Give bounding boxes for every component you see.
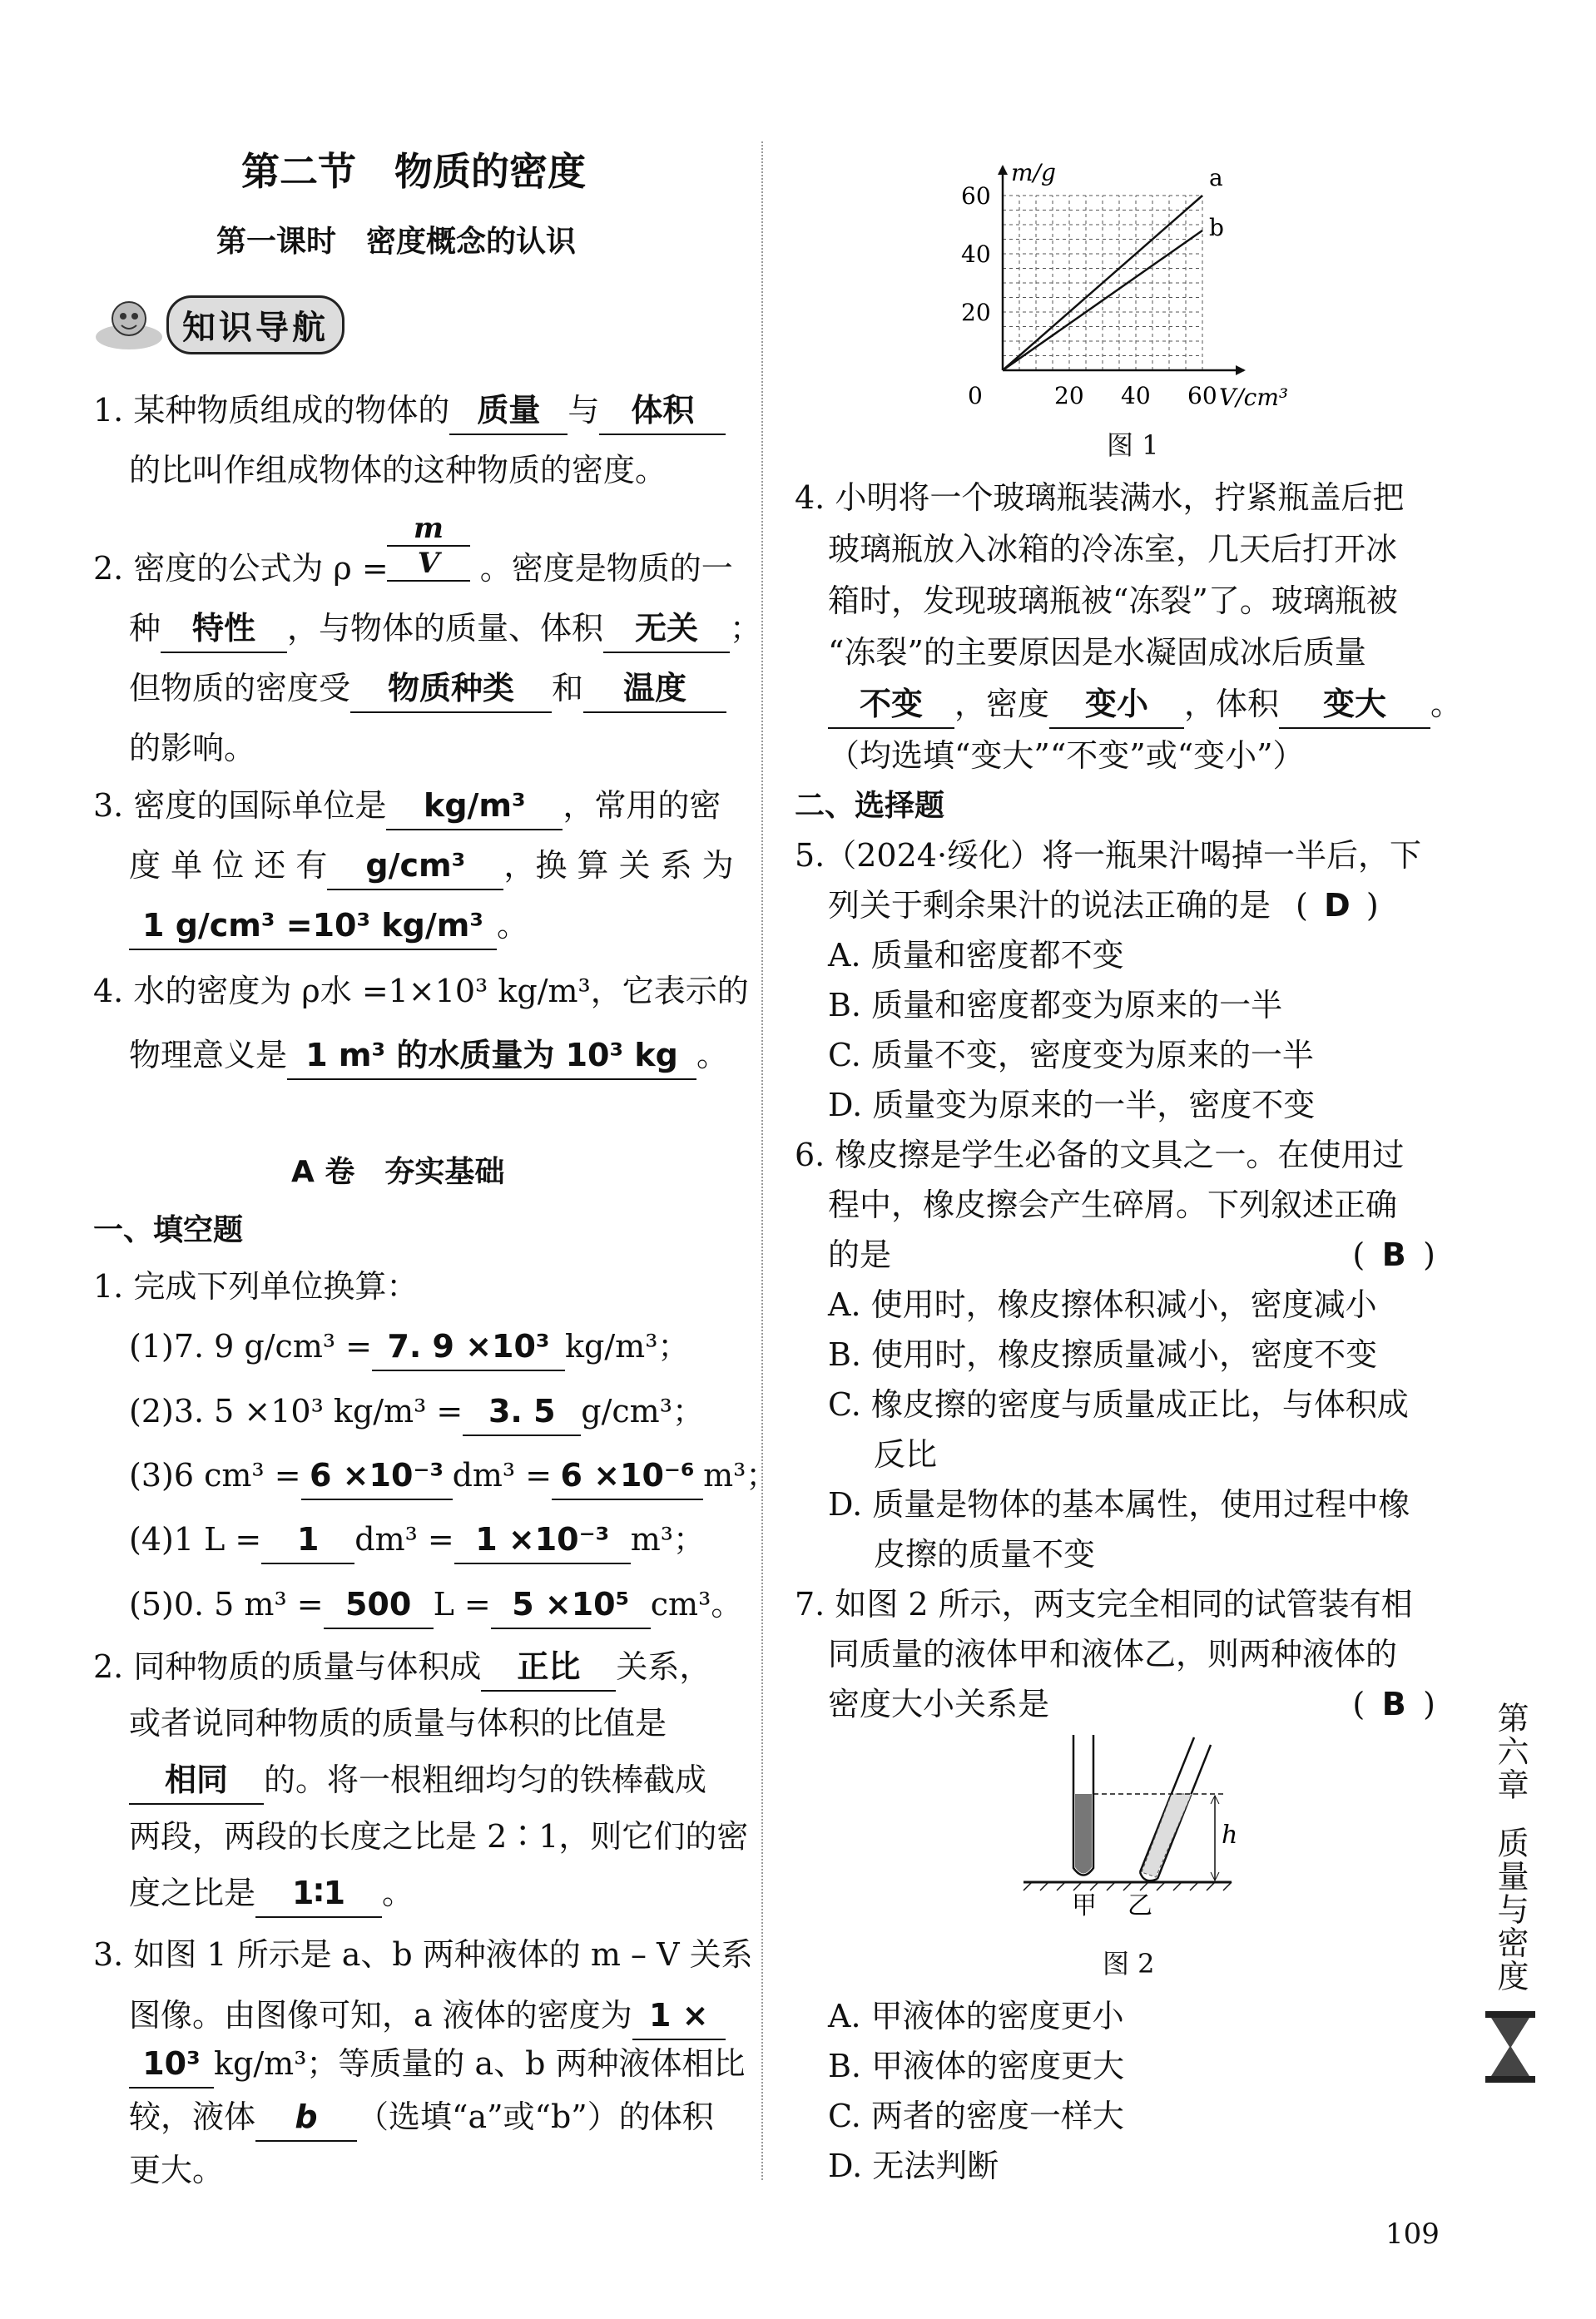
knowledge-badge-label: 知识导航 bbox=[166, 295, 344, 354]
figure2-test-tubes bbox=[1015, 1722, 1265, 1930]
answer-blank: 温度 bbox=[583, 665, 726, 713]
label-yi: 乙 bbox=[1128, 1891, 1152, 1920]
knowledge-q2-line4: 的影响。 bbox=[129, 730, 256, 766]
partA-q1-item5: (5)0. 5 m³ = 500 L = 5 ×10⁵ cm³。 bbox=[129, 1581, 742, 1629]
answer-blank: 1 × bbox=[632, 1992, 726, 2040]
partA-q1-item2: (2)3. 5 ×10³ kg/m³ = 3. 5 g/cm³； bbox=[129, 1388, 704, 1436]
answer-blank: 无关 bbox=[603, 605, 730, 653]
answer-choice: B bbox=[1381, 1686, 1406, 1722]
partA-q3-line2: 图像。由图像可知，a 液体的密度为 1 × bbox=[129, 1992, 726, 2040]
column-divider bbox=[761, 141, 763, 2180]
knowledge-q2-line2: 种 特性 ，与物体的质量、体积 无关 ； bbox=[129, 605, 761, 653]
partA-q1-item4: (4)1 L = 1 dm³ = 1 ×10⁻³ m³； bbox=[129, 1516, 705, 1564]
answer-choice: D bbox=[1324, 887, 1351, 924]
answer-blank: 3. 5 bbox=[463, 1388, 581, 1436]
q6-line1: 6. 橡皮擦是学生必备的文具之一。在使用过 bbox=[795, 1137, 1405, 1173]
figure1-mv-chart bbox=[957, 133, 1306, 416]
q4-line6: （均选填“变大”“不变”或“变小”） bbox=[828, 737, 1305, 774]
partA-q3-line4: 较，液体 b （选填“a”或“b”）的体积 bbox=[129, 2094, 714, 2142]
q5-option-c: C. 质量不变，密度变为原来的一半 bbox=[828, 1037, 1314, 1073]
q5-line1: 5.（2024·绥化）将一瓶果汁喝掉一半后，下 bbox=[795, 837, 1422, 874]
partA-q2-line4: 两段，两段的长度之比是 2∶1，则它们的密 bbox=[129, 1818, 749, 1855]
page-number: 109 bbox=[1385, 2217, 1440, 2251]
origin-label: 0 bbox=[968, 382, 983, 409]
q7-option-c: C. 两者的密度一样大 bbox=[828, 2098, 1124, 2134]
liquid-jia bbox=[1075, 1794, 1092, 1874]
knowledge-q2-line3: 但物质的密度受 物质种类 和 温度 bbox=[129, 665, 726, 713]
answer-blank: 体积 bbox=[599, 387, 726, 435]
figure1-caption: 图 1 bbox=[1107, 429, 1159, 461]
answer-blank: 相同 bbox=[129, 1757, 264, 1805]
q4-line4: “冻裂”的主要原因是水凝固成冰后质量 bbox=[828, 634, 1366, 671]
q5-option-d: D. 质量变为原来的一半，密度不变 bbox=[828, 1087, 1316, 1123]
answer-blank: 6 ×10⁻⁶ bbox=[552, 1452, 703, 1500]
partA-q3-line1: 3. 如图 1 所示是 a、b 两种液体的 m – V 关系 bbox=[93, 1936, 753, 1973]
knowledge-q3-line2: 度 单 位 还 有 g/cm³ ，换 算 关 系 为 bbox=[129, 842, 734, 890]
answer-blank: 特性 bbox=[161, 605, 287, 653]
q5-line2: 列关于剩余果汁的说法正确的是 ( D ) bbox=[828, 882, 1379, 929]
answer-blank: 1 bbox=[261, 1516, 354, 1564]
q6-option-c2: 反比 bbox=[874, 1436, 938, 1473]
q6-option-b: B. 使用时，橡皮擦质量减小，密度不变 bbox=[828, 1336, 1378, 1373]
partA-q1-stem: 1. 完成下列单位换算： bbox=[93, 1268, 419, 1305]
section-choice: 二、选择题 bbox=[795, 789, 945, 823]
page-title: 第二节 物质的密度 bbox=[241, 149, 586, 194]
cartoon-mascot-icon bbox=[92, 295, 166, 354]
q5-option-a: A. 质量和密度都不变 bbox=[828, 937, 1124, 974]
q4-line1: 4. 小明将一个玻璃瓶装满水，拧紧瓶盖后把 bbox=[795, 479, 1405, 516]
answer-blank: g/cm³ bbox=[327, 842, 503, 890]
q7-line2: 同质量的液体甲和液体乙，则两种液体的 bbox=[828, 1636, 1398, 1672]
lesson-subtitle: 第一课时 密度概念的认识 bbox=[216, 225, 577, 259]
q7-line3: 密度大小关系是 ( B ) bbox=[828, 1681, 1435, 1727]
answer-blank: 1 g/cm³ =10³ kg/m³ bbox=[129, 902, 497, 950]
liquid-yi bbox=[1142, 1794, 1192, 1877]
q4-line3: 箱时，发现玻璃瓶被“冻裂”了。玻璃瓶被 bbox=[828, 582, 1398, 619]
knowledge-q3-line3: 1 g/cm³ =10³ kg/m³ 。 bbox=[129, 902, 528, 950]
label-h: h bbox=[1222, 1821, 1238, 1850]
q4-line5: 不变 ，密度 变小 ，体积 变大 。 bbox=[828, 681, 1462, 729]
knowledge-q2-line1: 2. 密度的公式为 ρ = 。密度是物质的一 bbox=[93, 550, 733, 587]
x-axis-arrow bbox=[1236, 365, 1246, 375]
answer-blank: 10³ bbox=[129, 2040, 214, 2089]
partA-q1-item1: (1)7. 9 g/cm³ = 7. 9 ×10³ kg/m³； bbox=[129, 1323, 689, 1371]
partA-q2-line3: 相同 的。将一根粗细均匀的铁棒截成 bbox=[129, 1757, 706, 1805]
knowledge-q1-line2: 的比叫作组成物体的这种物质的密度。 bbox=[129, 452, 667, 488]
partA-q3-line5: 更大。 bbox=[129, 2152, 225, 2188]
chapter-label: 第六章 bbox=[1492, 1702, 1529, 1801]
q6-option-d2: 皮擦的质量不变 bbox=[874, 1536, 1096, 1573]
q6-line3: 的是 ( B ) bbox=[828, 1231, 1435, 1278]
knowledge-q3-line1: 3. 密度的国际单位是 kg/m³ ，常用的密 bbox=[93, 782, 721, 830]
part-a-title: A 卷 夯实基础 bbox=[291, 1155, 505, 1189]
q7-option-d: D. 无法判断 bbox=[828, 2148, 999, 2184]
figure2-caption: 图 2 bbox=[1103, 1948, 1155, 1980]
answer-blank: 质量 bbox=[449, 387, 568, 435]
series-label-b: b bbox=[1209, 214, 1224, 241]
x-tick-label: 60 bbox=[1187, 382, 1217, 409]
y-axis-arrow bbox=[998, 165, 1008, 175]
q6-option-c1: C. 橡皮擦的密度与质量成正比，与体积成 bbox=[828, 1386, 1409, 1423]
answer-blank: 1 ×10⁻³ bbox=[454, 1516, 631, 1564]
y-tick-label: 20 bbox=[961, 299, 991, 326]
knowledge-q4-line1: 4. 水的密度为 ρ水 =1×10³ kg/m³，它表示的 bbox=[93, 973, 749, 1009]
answer-blank: 5 ×10⁵ bbox=[491, 1581, 651, 1629]
q7-option-a: A. 甲液体的密度更小 bbox=[828, 1998, 1124, 2034]
answer-blank: 6 ×10⁻³ bbox=[301, 1452, 453, 1500]
q4-line2: 玻璃瓶放入冰箱的冷冻室，几天后打开冰 bbox=[828, 531, 1398, 567]
answer-blank: 不变 bbox=[828, 681, 954, 729]
answer-blank: 500 bbox=[324, 1581, 434, 1629]
answer-blank: 物质种类 bbox=[350, 665, 552, 713]
q6-option-d1: D. 质量是物体的基本属性，使用过程中橡 bbox=[828, 1486, 1410, 1523]
q6-line2: 程中，橡皮擦会产生碎屑。下列叙述正确 bbox=[828, 1187, 1398, 1223]
answer-choice: B bbox=[1381, 1236, 1406, 1273]
partA-q1-item3: (3)6 cm³ = 6 ×10⁻³ dm³ = 6 ×10⁻⁶ m³； bbox=[129, 1452, 777, 1500]
partA-q2-line2: 或者说同种物质的质量与体积的比值是 bbox=[129, 1705, 667, 1742]
y-tick-label: 60 bbox=[961, 182, 991, 210]
fraction-numerator: m bbox=[414, 512, 444, 545]
chapter-sidebar bbox=[1465, 1702, 1556, 2093]
answer-blank: 1 m³ 的水质量为 10³ kg bbox=[287, 1032, 696, 1080]
y-tick-label: 40 bbox=[961, 240, 991, 268]
answer-blank: b bbox=[255, 2094, 357, 2142]
knowledge-badge bbox=[92, 295, 344, 354]
knowledge-q4-line2: 物理意义是 1 m³ 的水质量为 10³ kg 。 bbox=[129, 1032, 728, 1080]
hourglass-icon bbox=[1481, 2009, 1539, 2084]
y-axis-label: m/g bbox=[1011, 159, 1056, 186]
label-jia: 甲 bbox=[1072, 1891, 1097, 1920]
x-tick-label: 20 bbox=[1054, 382, 1084, 409]
answer-blank: kg/m³ bbox=[386, 782, 563, 830]
section-fill-blank: 一、填空题 bbox=[93, 1213, 244, 1247]
q7-option-b: B. 甲液体的密度更大 bbox=[828, 2048, 1125, 2084]
answer-blank: 正比 bbox=[481, 1643, 616, 1692]
q5-option-b: B. 质量和密度都变为原来的一半 bbox=[828, 987, 1283, 1023]
x-tick-label: 40 bbox=[1121, 382, 1151, 409]
answer-blank: 1∶1 bbox=[255, 1870, 382, 1918]
q6-option-a: A. 使用时，橡皮擦体积减小，密度减小 bbox=[828, 1286, 1377, 1323]
q7-line1: 7. 如图 2 所示，两支完全相同的试管装有相 bbox=[795, 1586, 1413, 1623]
partA-q2-line1: 2. 同种物质的质量与体积成 正比 关系， bbox=[93, 1643, 711, 1692]
x-axis-label: V/cm³ bbox=[1219, 384, 1289, 411]
answer-blank: 变小 bbox=[1049, 681, 1184, 729]
answer-blank: 变大 bbox=[1279, 681, 1430, 729]
knowledge-q1-line1: 1. 某种物质组成的物体的 质量 与 体积 bbox=[93, 387, 726, 435]
fraction-denominator: V bbox=[387, 545, 470, 582]
chapter-topic: 质量与密度 bbox=[1492, 1826, 1529, 1993]
answer-blank: 7. 9 ×10³ bbox=[372, 1323, 565, 1371]
partA-q2-line5: 度之比是 1∶1 。 bbox=[129, 1870, 414, 1918]
series-label-a: a bbox=[1209, 164, 1223, 191]
partA-q3-line3: 10³ kg/m³；等质量的 a、b 两种液体相比 bbox=[129, 2040, 746, 2089]
